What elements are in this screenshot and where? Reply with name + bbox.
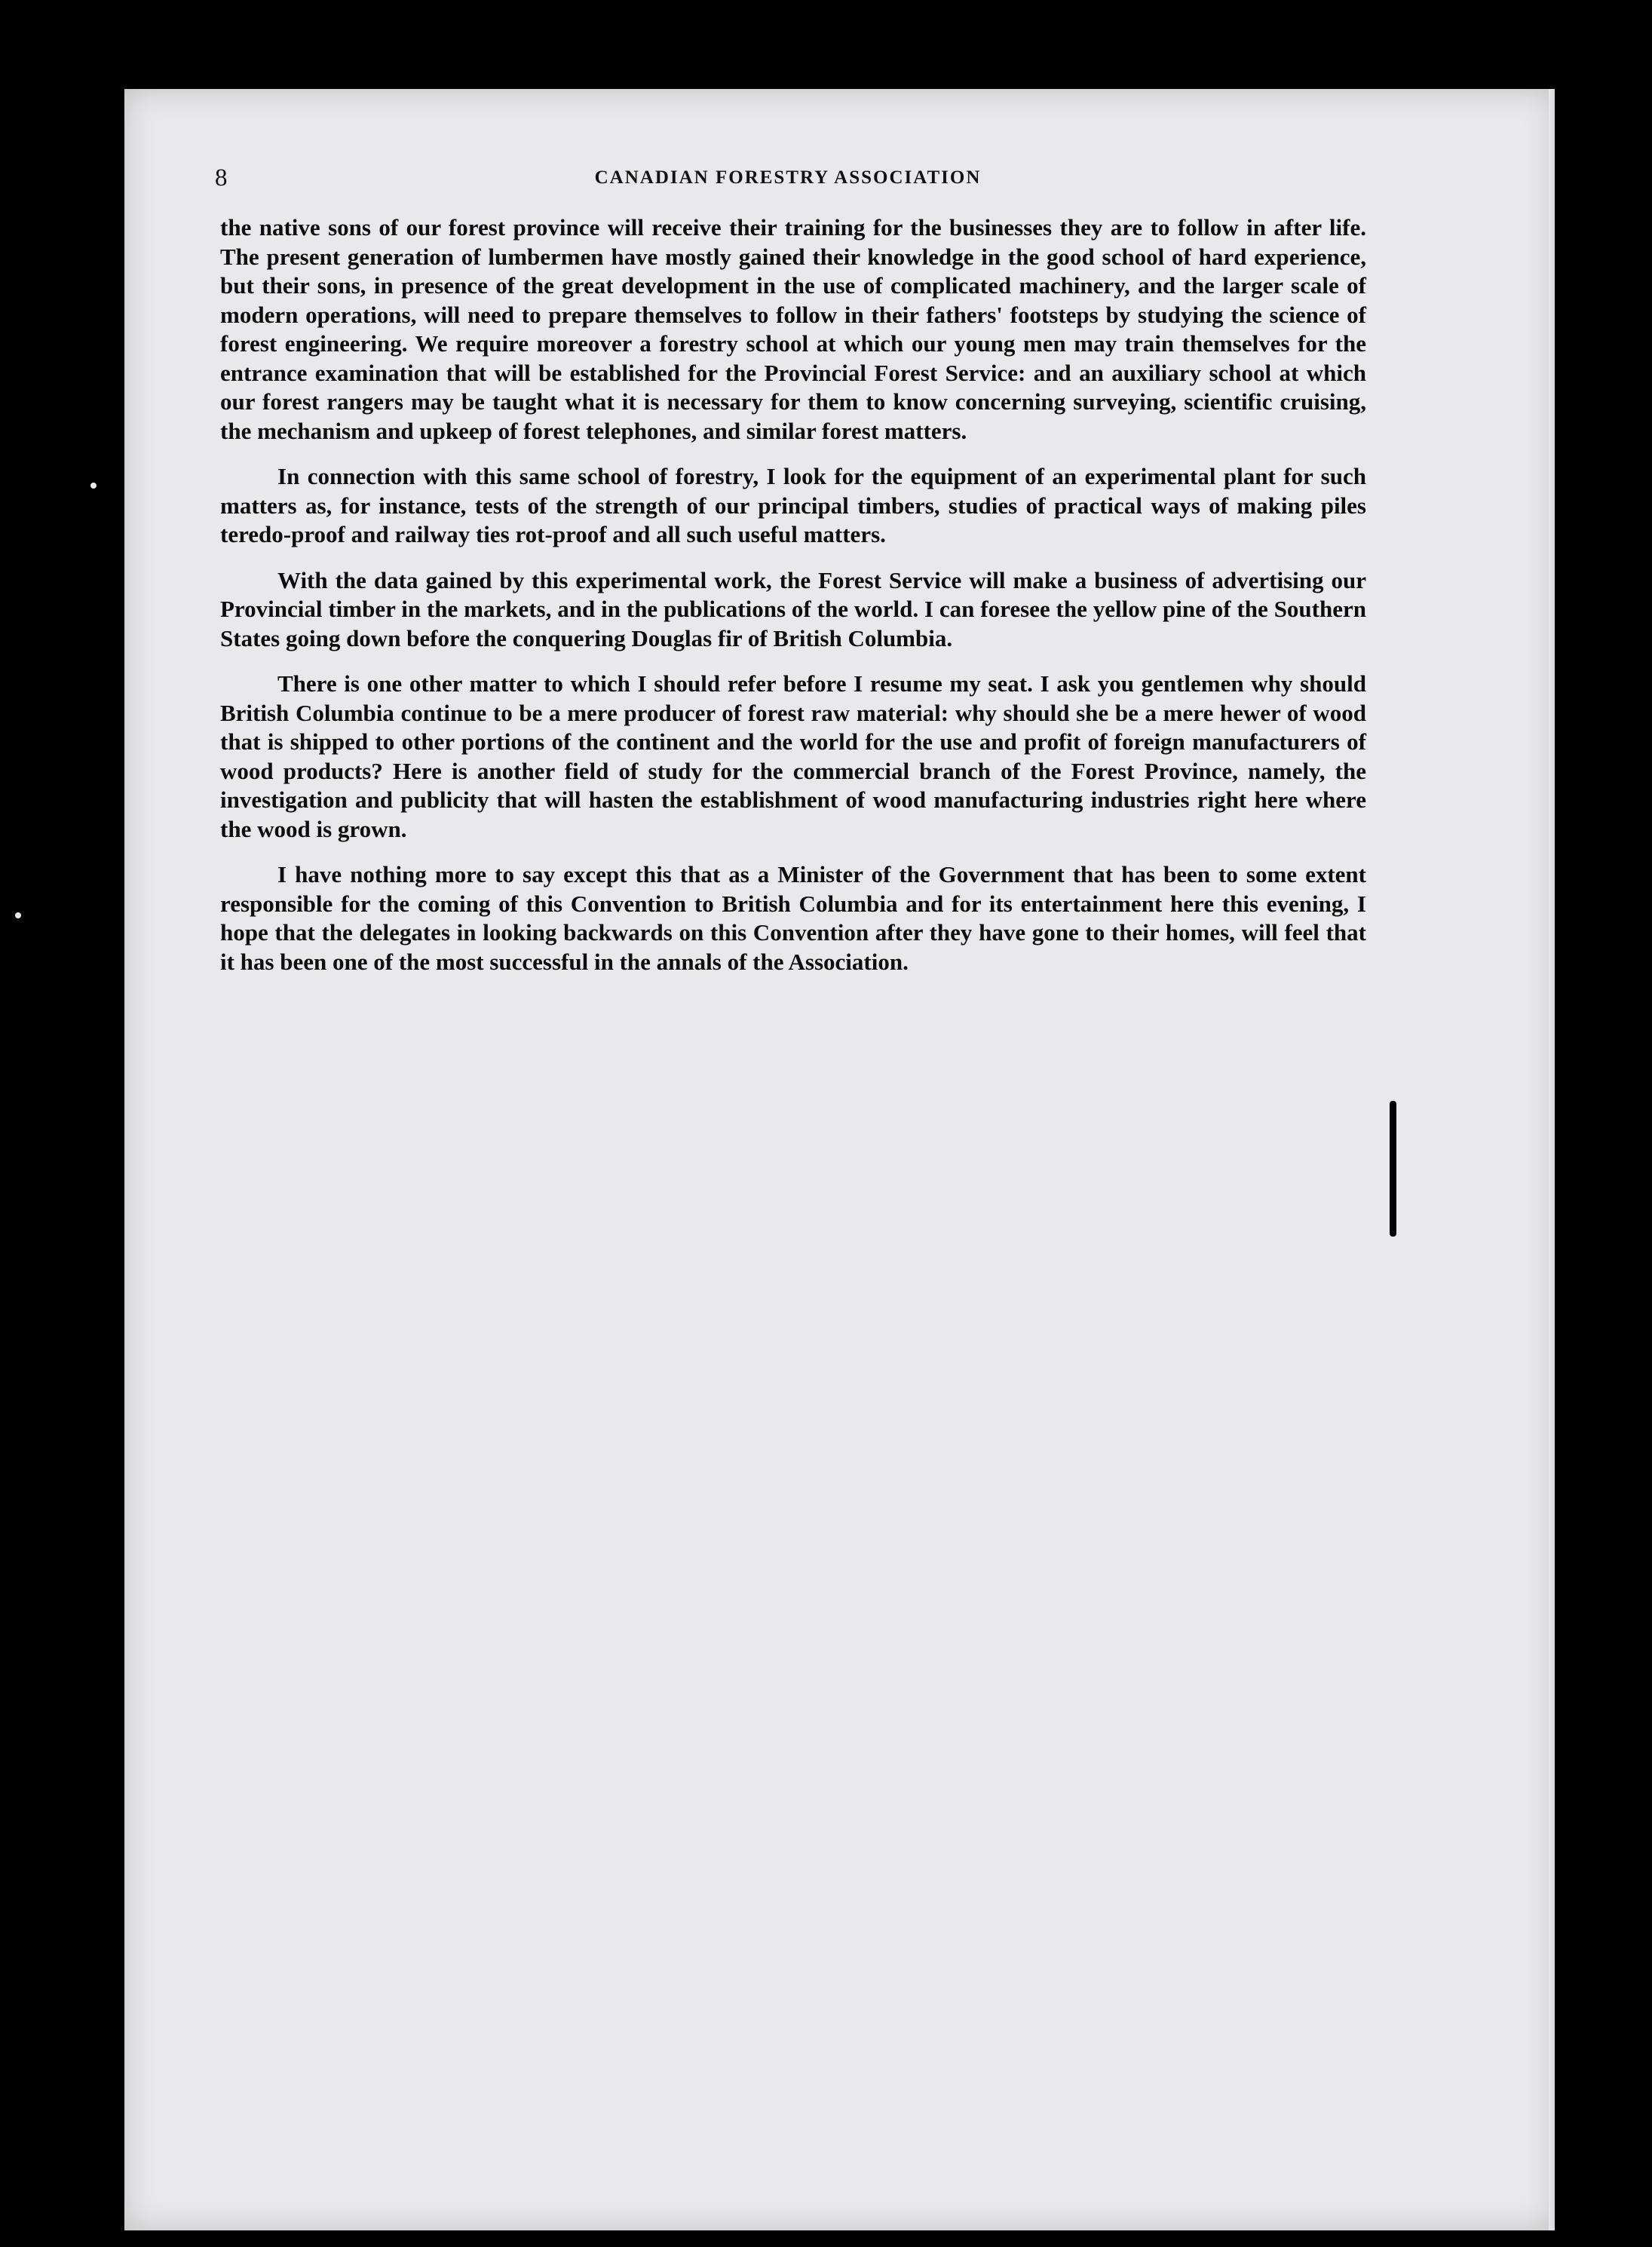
paragraph-5: I have nothing more to say except this that as a Minister of the Government that has been to some extent responsible for the coming of this Convention to British Columbia and for its entertainment here this evening, I hope that the delegates in looking backwards on this Convention after they have gone to their homes, will feel that it has been one of the most successful in the annals of the Association. — [220, 861, 1366, 975]
paragraph-3: With the data gained by this experimental work, the Forest Service will make a business of advertising our Provincial timber in the markets, and in the publications of the world. I can foresee the yellow pine of the Southern States going down before the conquering Douglas fir of British Columbia. — [220, 566, 1366, 651]
paragraph-2: In connection with this same school of forestry, I look for the equipment of an experimental plant for such matters as, for instance, tests of the strength of our principal timbers, studies of practical ways of making piles teredo-proof and railway ties rot-proof and all such useful matters. — [220, 463, 1366, 547]
paragraph-4: There is one other matter to which I should refer before I resume my seat. I ask you gentlemen why should British Columbia continue to be a mere producer of forest raw material: why should she be a mere hewer of wood that is shipped to other portions of the continent and the world for the use and profit of foreign manufacturers of wood products? Here is another field of study for the commercial branch of the Forest Province, namely, the investigation and publicity that will hasten the establishment of wood manufacturing industries right here where the wood is grown. — [220, 670, 1366, 842]
page-header — [215, 164, 1361, 195]
page-edge — [1549, 89, 1555, 2230]
scan-speck — [90, 483, 97, 489]
paragraph-1: the native sons of our forest province will receive their training for the businesses they are to follow in after life. The present generation of lumbermen have mostly gained their knowledge in the good school of hard experience, but their sons, in presence of the great development in the use of complicated machinery, and the larger scale of modern operations, will need to prepare themselves to follow in their fathers' footsteps by studying the science of forest engineering. We require moreover a forestry school at which our young men may train themselves for the entrance examination that will be established for the Provincial Forest Service: and an auxiliary school at which our forest rangers may be taught what it is necessary for them to know concerning surveying, scientific cruising, the mechanism and upkeep of forest telephones, and similar forest matters. — [220, 214, 1366, 444]
body-text — [220, 213, 1366, 993]
scan-speck — [15, 912, 21, 918]
scan-scratch-mark — [1390, 1101, 1396, 1237]
page-number: 8 — [215, 164, 228, 192]
running-head: CANADIAN FORESTRY ASSOCIATION — [594, 167, 982, 188]
